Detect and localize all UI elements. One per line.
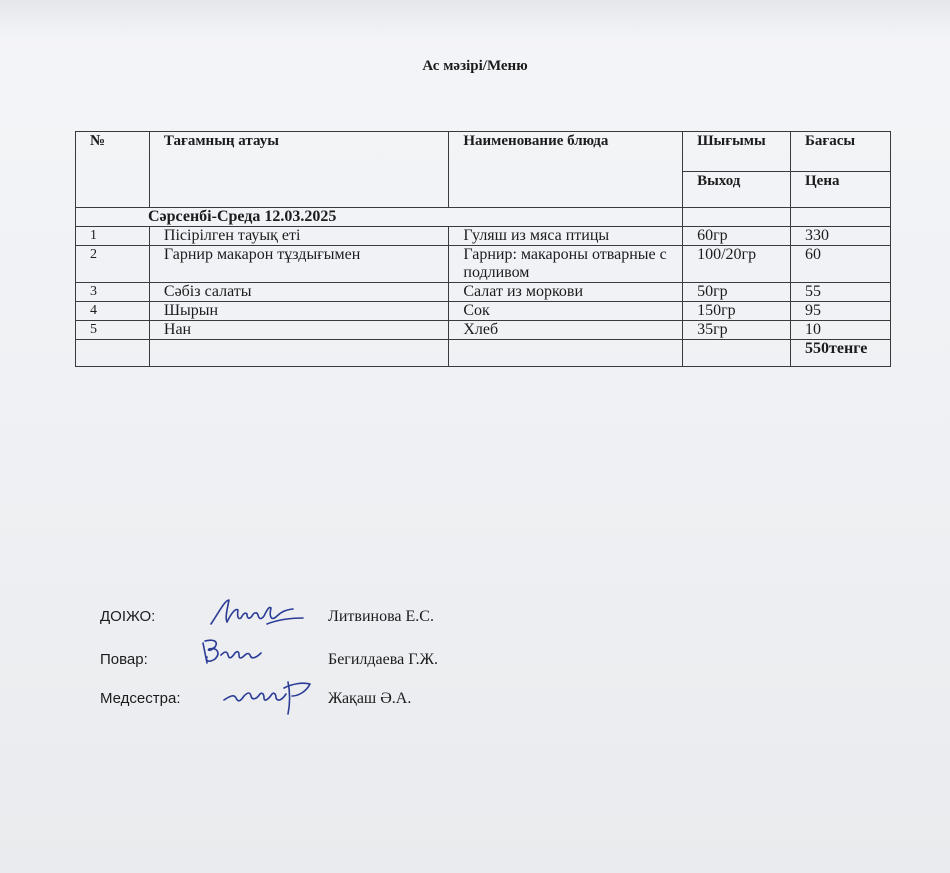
signature-name: Жақаш Ә.А. <box>328 690 412 707</box>
row-price: 95 <box>791 302 891 321</box>
total-empty-cell <box>683 340 791 367</box>
signature-role: ДОІЖО: <box>100 608 156 625</box>
total-empty-cell <box>449 340 683 367</box>
handwritten-signature-icon <box>195 633 285 673</box>
table-row <box>76 283 891 302</box>
header-name-ru: Наименование блюда <box>449 132 683 208</box>
day-empty-cell <box>791 208 891 227</box>
row-name-ru: Сок <box>449 302 683 321</box>
header-price-ru: Цена <box>791 172 891 208</box>
row-yield: 60гр <box>683 227 791 246</box>
table-row <box>76 227 891 246</box>
row-name-ru: Гарнир: макароны отварные с подливом <box>449 246 683 283</box>
row-name-ru: Салат из моркови <box>449 283 683 302</box>
signature-role: Медсестра: <box>100 690 181 707</box>
header-row <box>76 132 891 172</box>
table-row <box>76 302 891 321</box>
row-price: 330 <box>791 227 891 246</box>
row-yield: 150гр <box>683 302 791 321</box>
table-row <box>76 246 891 283</box>
header-yield-kz: Шығымы <box>683 132 791 172</box>
day-label: Сәрсенбі-Среда 12.03.2025 <box>76 208 683 227</box>
signature-name: Литвинова Е.С. <box>328 608 434 625</box>
table-row <box>76 321 891 340</box>
row-yield: 50гр <box>683 283 791 302</box>
row-name-kz: Пісірілген тауық еті <box>149 227 448 246</box>
row-price: 10 <box>791 321 891 340</box>
signature-line-director <box>100 608 550 638</box>
handwritten-signature-icon <box>218 674 328 718</box>
row-price: 55 <box>791 283 891 302</box>
row-num: 1 <box>76 227 150 246</box>
row-num: 3 <box>76 283 150 302</box>
day-row <box>76 208 891 227</box>
row-name-kz: Гарнир макарон тұздығымен <box>149 246 448 283</box>
total-row <box>76 340 891 367</box>
row-yield: 35гр <box>683 321 791 340</box>
row-name-kz: Сәбіз салаты <box>149 283 448 302</box>
row-yield: 100/20гр <box>683 246 791 283</box>
total-empty-cell <box>76 340 150 367</box>
row-name-kz: Нан <box>149 321 448 340</box>
signature-line-nurse <box>100 690 550 720</box>
signature-role: Повар: <box>100 651 148 668</box>
row-price: 60 <box>791 246 891 283</box>
row-num: 2 <box>76 246 150 283</box>
day-empty-cell <box>683 208 791 227</box>
header-name-kz: Тағамның атауы <box>149 132 448 208</box>
handwritten-signature-icon <box>205 594 315 634</box>
header-num: № <box>76 132 150 208</box>
signature-name: Бегилдаева Г.Ж. <box>328 651 438 668</box>
header-price-kz: Бағасы <box>791 132 891 172</box>
row-name-ru: Гуляш из мяса птицы <box>449 227 683 246</box>
document-title: Ас мәзірі/Меню <box>422 58 528 74</box>
total-empty-cell <box>149 340 448 367</box>
menu-table <box>75 131 891 367</box>
header-yield-ru: Выход <box>683 172 791 208</box>
row-name-kz: Шырын <box>149 302 448 321</box>
row-name-ru: Хлеб <box>449 321 683 340</box>
row-num: 4 <box>76 302 150 321</box>
row-num: 5 <box>76 321 150 340</box>
paper-shadow <box>0 0 950 40</box>
total-price: 550тенге <box>791 340 891 367</box>
